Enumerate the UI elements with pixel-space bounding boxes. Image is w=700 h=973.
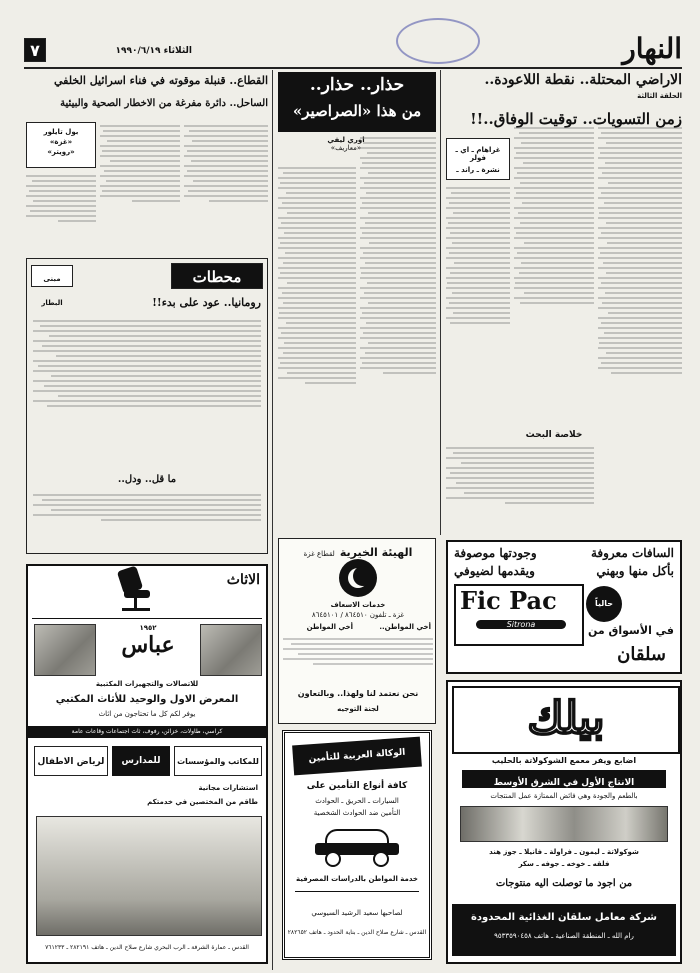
lead-author-box: [446, 138, 510, 180]
bilak-ad: [446, 680, 682, 964]
car-icon: [315, 829, 399, 863]
fancy-line-3: بأكل منها وبهني: [596, 564, 674, 578]
bilak-product: الانتاج الأول في الشرق الأوسط: [493, 778, 635, 788]
abbas-furniture-word: الاثاث: [226, 572, 260, 588]
lead-body-col1: [598, 124, 682, 534]
fancy-line-2: وجودتها موصوفة: [454, 546, 537, 560]
bilak-address: رام الله ـ المنطقة الصناعية ـ هاتف ٩٥٣٣٥٩٠٤٥٨: [494, 932, 634, 940]
story-two-body-col1: [360, 134, 436, 534]
lead-section-title: خلاصة البحث: [525, 430, 583, 440]
charity-body: [283, 635, 433, 685]
lead-body-col2: [514, 124, 594, 424]
agency-owner: لصاحبها سعيد الرشيد السيوسي: [311, 909, 403, 917]
masthead-rule: [24, 67, 682, 69]
bilak-brand: بيلك: [527, 693, 605, 744]
abbas-offices-box: [174, 746, 262, 776]
fancy-market: في الأسواق من: [588, 624, 674, 637]
story-three-body-col2: [100, 122, 180, 254]
abbas-schools: للمدارس: [121, 756, 161, 766]
lead-body-col3: [446, 184, 510, 424]
lead-author-note: نشرة ـ راند ـ: [456, 166, 500, 174]
story-three-note: «رويتر»: [47, 148, 75, 156]
newspaper-logo: النهار: [622, 32, 682, 65]
agency-title-banner: [292, 737, 422, 776]
story-three-author-box: [26, 122, 96, 168]
agency-title: الوكالة العربية للتأمين: [308, 747, 406, 765]
agency-subtitle: كافة أنواع التأمين على: [306, 781, 408, 791]
story-three-author: بول تايلور: [43, 128, 79, 136]
fancy-maker: سلقان: [617, 644, 666, 665]
charity-subtitle: لقطاع غزة: [303, 550, 335, 558]
abbas-address: القدس ـ عمارة الشرفة ـ الرب البحري شارع صلاح الدين ـ هاتف ٢٨٢١٩١ ـ ٧٦١٢٣٣: [45, 944, 249, 951]
story-four-headline: رومانيا.. عود على بدء!!: [152, 296, 261, 309]
charity-greeting: أخي المواطن..: [379, 623, 431, 631]
fancy-ad: [446, 540, 682, 674]
story-four-closing-body: [33, 491, 261, 549]
story-two-headline-line2: من هذا «الصراصير»: [292, 102, 422, 120]
arab-agency-ad: [282, 730, 432, 960]
charity-service: خدمات الاسعاف: [330, 601, 386, 609]
office-chair-icon: [114, 568, 154, 614]
bilak-brand-banner: [452, 686, 680, 754]
bilak-flavours-2: فلقه ـ خوخه ـ جوفه ـ سكر: [518, 860, 610, 868]
story-three-body-col3: [26, 172, 96, 254]
story-four-closing: ما قل.. ودل..: [117, 474, 177, 485]
story-two-headline-box: [278, 72, 436, 132]
abbas-ad: [26, 564, 268, 964]
charity-box: [278, 538, 436, 724]
fancy-badge-text: حالياً: [594, 599, 614, 608]
fic-pac-sub: Sitrona: [476, 620, 566, 629]
story-three-headline: القطاع.. قنبلة موقوته في فناء اسرائيل الخلفي: [54, 74, 268, 87]
page-number: ٧: [30, 41, 40, 60]
wafer-pack-photo: [460, 806, 668, 842]
agency-offer: خدمة المواطن بالدراسات المصرفية: [296, 875, 418, 883]
stations-tag: [171, 263, 263, 289]
lead-headline: الاراضي المحتلة.. نقطة اللاعودة..: [484, 72, 682, 88]
red-crescent-icon: [339, 559, 377, 597]
abbas-brand: عباس: [121, 632, 175, 658]
story-three: [26, 72, 268, 112]
abbas-tagline: للاتصالات والتجهيزات المكتبية: [95, 680, 199, 688]
abbas-offices: للمكاتب والمؤسسات: [177, 757, 259, 766]
lead-sub-headline: زمن التسويات.. توقيت الوفاق..!!: [470, 110, 682, 128]
charity-title-row: [279, 541, 437, 560]
fancy-line-4: ويقدمها لضيوفي: [454, 564, 535, 578]
issue-date: الثلاثاء ١٩٩٠/٦/١٩: [115, 46, 192, 56]
fic-pac-brand: Fic Pac: [460, 586, 557, 615]
section-tag: [31, 265, 73, 307]
page-number-box: [24, 38, 46, 62]
abbas-kids-box: [34, 746, 108, 776]
abbas-logo: [98, 624, 198, 658]
agency-address: القدس ـ شارع صلاح الدين ـ بناية الحدود ـ هاتف ٢٨٢٦٥٢: [287, 929, 427, 936]
children-photo-right: [200, 624, 262, 676]
story-two-author-note: «معاريف»: [330, 144, 362, 152]
bilak-slogan: اضابع ويفر معمع الشوكولاتة بالحليب: [491, 756, 637, 765]
masthead-stamp: [396, 18, 480, 64]
charity-title: الهيئة الخيرية: [339, 546, 413, 559]
lead-body-col4: [446, 444, 594, 536]
abbas-service-2: طاقم من المختصين في خدمتكم: [147, 798, 258, 806]
agency-items-2: التأمين ضد الحوادث الشخصية: [313, 809, 401, 817]
charity-signature: لجنة التوجيه: [337, 705, 379, 713]
abbas-header-rule: [32, 618, 262, 619]
bilak-desc: بالطعم والجودة وهي فائض الممتازة عمل المنتجات: [490, 792, 638, 800]
column-rule-mid-right: [440, 70, 441, 535]
story-two-author: اوري ليفي: [327, 136, 365, 144]
bilak-product-box: [462, 770, 666, 788]
story-four-box: [26, 258, 268, 554]
story-three-place: «غزة»: [49, 138, 73, 146]
story-three-subhead: الساحل.. دائرة مفرغة من الاخطار الصحية والبيئية: [60, 98, 268, 109]
lead-subhead: الحلقة الثالثة: [637, 92, 682, 100]
children-photo-left: [34, 624, 96, 676]
abbas-subline: يوفر لكم كل ما تحتاجون من اثاث: [98, 710, 196, 718]
stations-tag-text: محطات: [192, 268, 242, 286]
story-two-body-col2: [278, 164, 356, 534]
abbas-service-1: استشارات مجانية: [198, 784, 258, 792]
abbas-headline: المعرض الاول والوحيد للأثاث المكتبي: [55, 694, 239, 705]
abbas-year: ١٩٥٢: [139, 624, 157, 632]
agency-divider: [295, 891, 419, 892]
charity-greeting-2: أخي المواطن: [306, 623, 353, 631]
abbas-items: كراسي، طاولات، خزائن، رفوف، ثاث اجتماعات وقاعات عامة: [28, 726, 266, 738]
charity-motto: نحن نعتمد لنا ولهذا.. وبالتعاون: [297, 689, 419, 698]
bilak-flavours: شوكولاتة ـ ليمون ـ فراولة ـ فانيلا ـ جوز هند: [489, 848, 639, 856]
agency-items: السيارات ـ الحريق ـ الحوادث: [315, 797, 399, 805]
abbas-kids: لرياض الاطفال: [37, 757, 105, 767]
lead-author-name: غراهام ـ اي ـ فولر: [455, 146, 501, 162]
story-three-body-col1: [184, 122, 268, 254]
section-tag-text: مبنى البطار: [41, 275, 63, 307]
charity-phone: غزة ـ تلفون ٨٦٤٥١٠ / ٨٦٤٥١٠١: [311, 611, 405, 619]
abbas-schools-box: [112, 746, 170, 776]
bilak-company: شركة معامل سلقان الغذائية المحدودة: [470, 912, 658, 923]
bilak-company-bar: [452, 904, 676, 956]
fic-pac-package: [454, 584, 584, 646]
story-four-body: [33, 317, 261, 467]
office-furniture-photo: [36, 816, 262, 936]
masthead: [24, 32, 682, 66]
story-two-headline-line1: حذار.. حذار..: [309, 75, 405, 95]
bilak-footer: من اجود ما توصلت اليه منتوجات: [495, 878, 633, 889]
column-rule-mid-left: [272, 70, 273, 970]
fancy-line-1: السافات معروفة: [590, 546, 674, 560]
fancy-badge: [586, 586, 622, 622]
